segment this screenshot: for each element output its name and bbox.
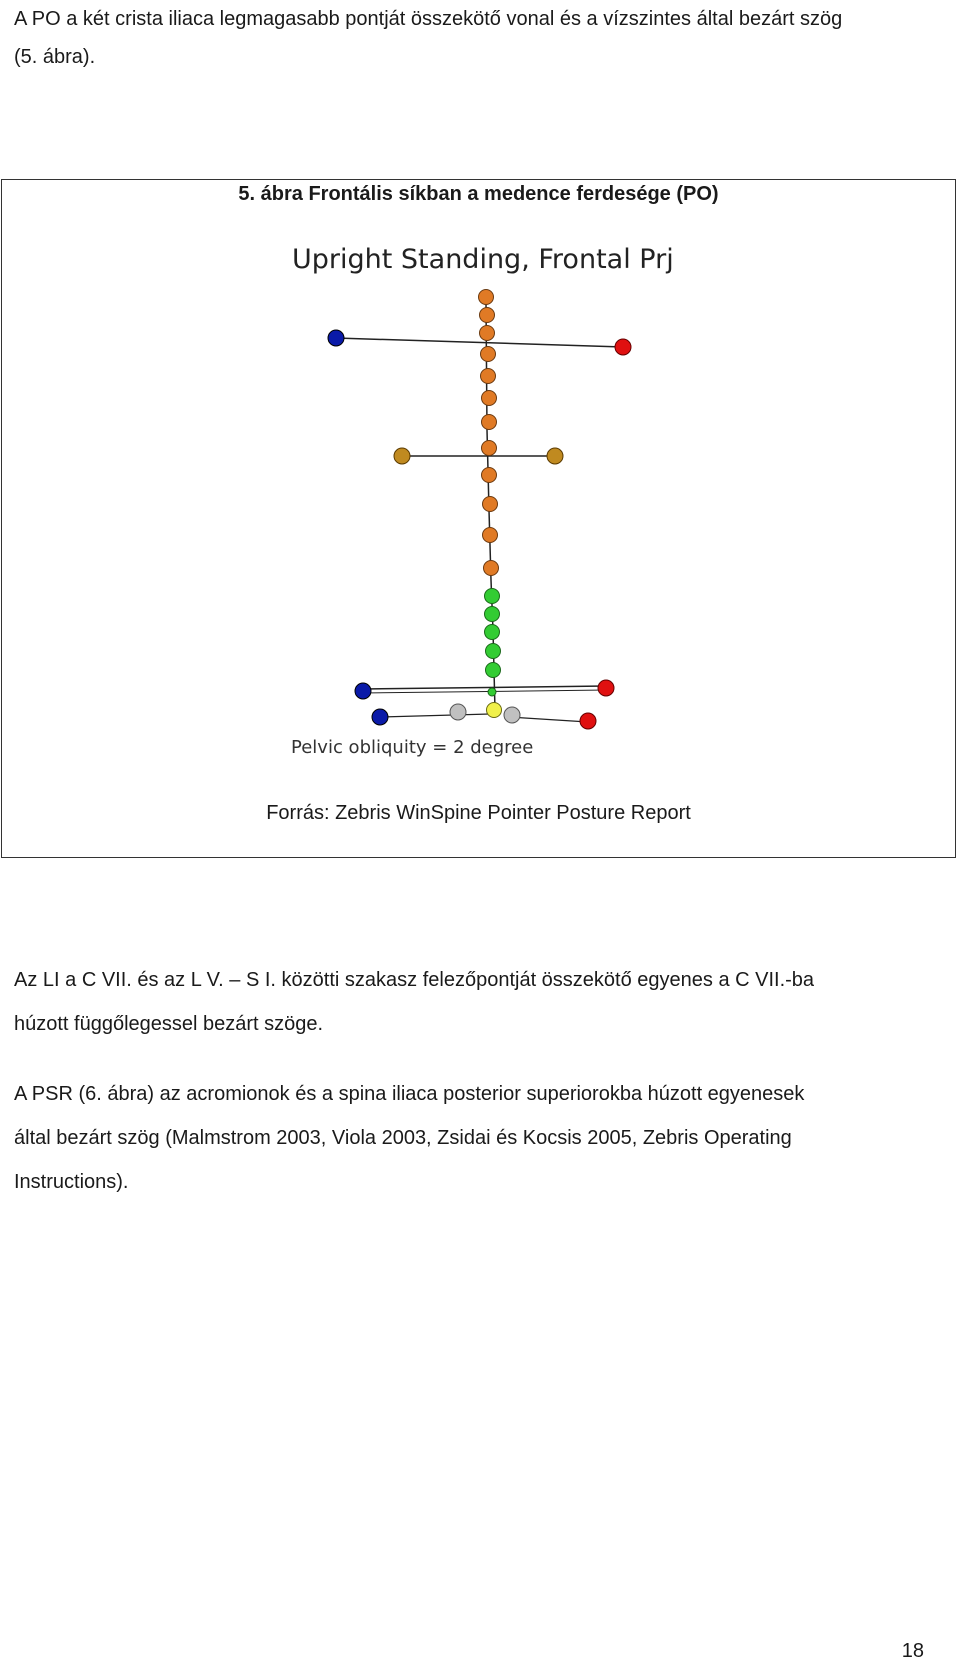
lumbar-vertebrae [485, 589, 501, 678]
psr-paragraph [14, 1072, 946, 1204]
pelvic-obliquity-label: Pelvic obliquity = 2 degree [291, 737, 534, 758]
psr-line-3: Instructions). [14, 1171, 129, 1193]
psr-line-1: A PSR (6. ábra) az acromionok és a spina iliaca posterior superiorokba húzott egyenesek [14, 1083, 805, 1105]
left-iliac-crest-point [355, 683, 371, 699]
pelvis-line-lower [363, 690, 606, 693]
page-number: 18 [901, 1640, 924, 1662]
sacrum-point [487, 703, 502, 718]
intro-paragraph [14, 0, 946, 76]
psr-line-2: által bezárt szög (Malmstrom 2003, Viola 2003, Zsidai és Kocsis 2005, Zebris Operating [14, 1127, 792, 1149]
pelvis-line-upper [363, 686, 606, 689]
vertebra-point [479, 290, 494, 305]
intro-line-2: (5. ábra). [14, 46, 96, 68]
vertebra-point [481, 347, 496, 362]
lumbar-point [485, 625, 500, 640]
psis-line-right [509, 717, 588, 722]
lumbar-point [485, 589, 500, 604]
left-gray-point [450, 704, 466, 720]
lumbar-point [486, 644, 501, 659]
left-scapula-point [394, 448, 410, 464]
figure-5 [1, 179, 956, 858]
left-psis-point [372, 709, 388, 725]
figure-caption: 5. ábra Frontális síkban a medence ferdesége (PO) [238, 183, 719, 205]
lumbar-point [485, 607, 500, 622]
li-line-1: Az LI a C VII. és az L V. – S I. közötti szakasz felezőpontját összekötő egyenes a C VII.-ba [14, 969, 815, 991]
vertebra-point [482, 468, 497, 483]
right-iliac-crest-point [598, 680, 614, 696]
pelvis-mid-point [488, 688, 496, 696]
psis-line-left [380, 714, 490, 717]
intro-line-1: A PO a két crista iliaca legmagasabb pontját összekötő vonal és a vízszintes által bezárt szög [14, 8, 843, 30]
li-line-2: húzott függőlegessel bezárt szöge. [14, 1013, 324, 1035]
vertebra-point [483, 528, 498, 543]
figure-source: Forrás: Zebris WinSpine Pointer Posture Report [266, 802, 691, 824]
posture-plot [2, 180, 955, 857]
li-definition-paragraph [14, 958, 946, 1046]
plot-title: Upright Standing, Frontal Prj [292, 244, 674, 275]
vertebra-point [482, 441, 497, 456]
right-shoulder-point [615, 339, 631, 355]
vertebra-point [482, 415, 497, 430]
vertebra-point [482, 391, 497, 406]
right-psis-point [580, 713, 596, 729]
thoracic-vertebrae [479, 290, 499, 576]
shoulder-line [336, 338, 623, 347]
vertebra-point [480, 308, 495, 323]
vertebra-point [480, 326, 495, 341]
lumbar-point [486, 663, 501, 678]
right-scapula-point [547, 448, 563, 464]
vertebra-point [484, 561, 499, 576]
vertebra-point [483, 497, 498, 512]
right-gray-point [504, 707, 520, 723]
left-shoulder-point [328, 330, 344, 346]
vertebra-point [481, 369, 496, 384]
